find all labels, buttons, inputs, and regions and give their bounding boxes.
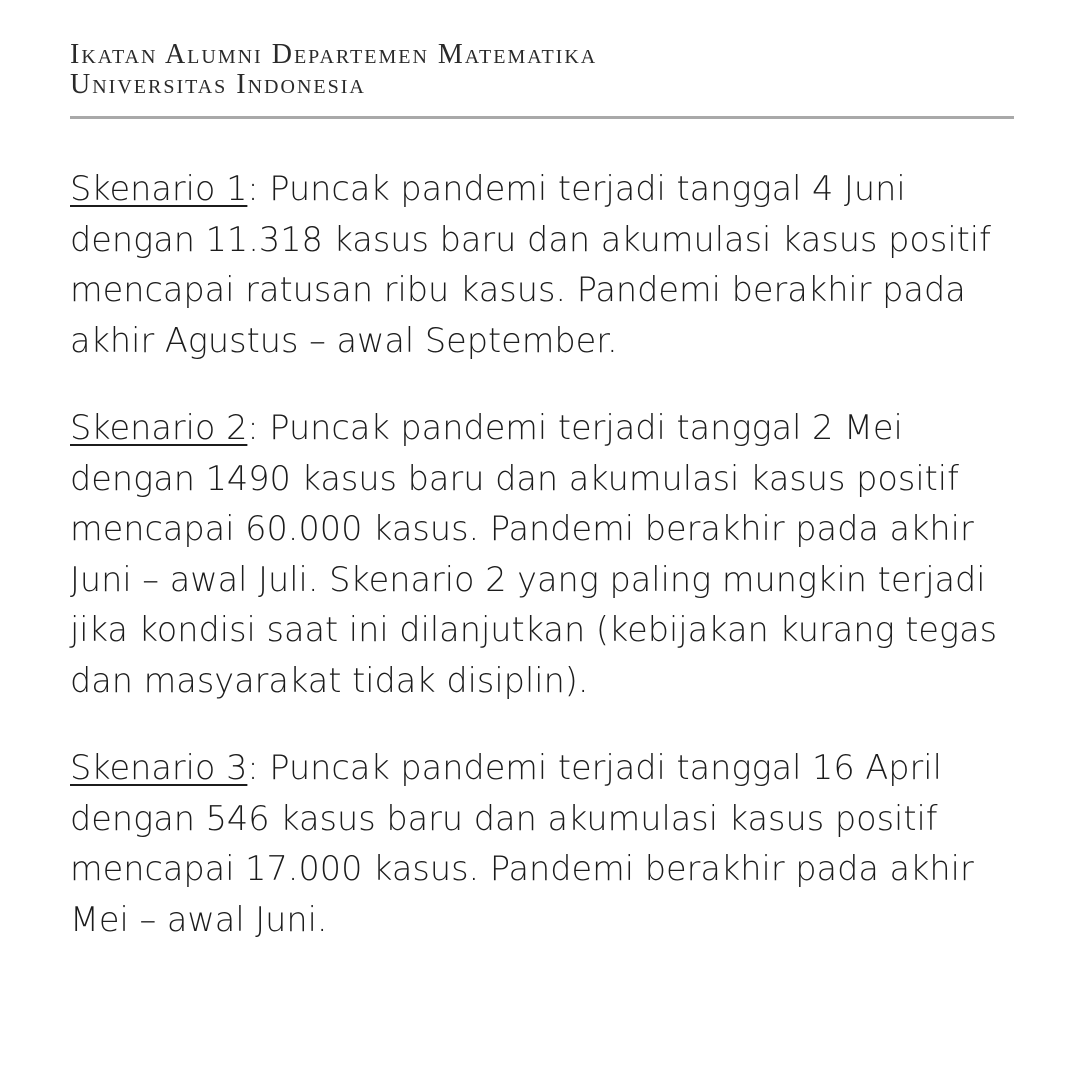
scenario-3-line-3: mencapai 17.000 kasus. Pandemi berakhir pada akhir bbox=[70, 849, 974, 888]
scenario-3-text: : Puncak pandemi terjadi tanggal 16 April bbox=[247, 748, 942, 787]
scenario-list bbox=[70, 164, 1014, 982]
scenario-2-line-4: Juni – awal Juli. Skenario 2 yang paling mungkin terjadi bbox=[70, 559, 986, 599]
scenario-1 bbox=[70, 164, 1014, 366]
scenario-2-line-6: dan masyarakat tidak disiplin). bbox=[70, 660, 589, 700]
scenario-3-line-1 bbox=[70, 743, 1014, 794]
scenario-3-line-2: dengan 546 kasus baru dan akumulasi kasus positif bbox=[70, 798, 938, 838]
scenario-2-line-3: mencapai 60.000 kasus. Pandemi berakhir pada akhir bbox=[70, 509, 974, 548]
scenario-3-line-4: Mei – awal Juni. bbox=[70, 899, 328, 939]
scenario-2-text: : Puncak pandemi terjadi tanggal 2 Mei bbox=[247, 408, 903, 447]
scenario-1-text: : Puncak pandemi terjadi tanggal 4 Juni bbox=[247, 169, 906, 208]
page-header bbox=[70, 40, 1014, 100]
scenario-1-line-4: akhir Agustus – awal September. bbox=[70, 320, 618, 360]
scenario-2-line-2: dengan 1490 kasus baru dan akumulasi kasus positif bbox=[70, 458, 959, 498]
scenario-2-line-5: jika kondisi saat ini dilanjutkan (kebijakan kurang tegas bbox=[70, 610, 998, 649]
university-name: Universitas Indonesia bbox=[70, 69, 366, 100]
scenario-1-line-2: dengan 11.318 kasus baru dan akumulasi kasus positif bbox=[70, 219, 991, 259]
organization-name: Ikatan Alumni Departemen Matematika bbox=[70, 39, 598, 70]
header-divider bbox=[70, 116, 1014, 119]
scenario-1-title: Skenario 1 bbox=[70, 169, 248, 208]
scenario-3 bbox=[70, 743, 1014, 945]
scenario-1-line-3: mencapai ratusan ribu kasus. Pandemi berakhir pada bbox=[70, 270, 966, 309]
scenario-1-line-1 bbox=[70, 164, 1014, 215]
scenario-2-title: Skenario 2 bbox=[70, 408, 248, 447]
scenario-3-title: Skenario 3 bbox=[70, 748, 248, 787]
scenario-2-line-1 bbox=[70, 403, 1014, 454]
scenario-2 bbox=[70, 403, 1014, 706]
